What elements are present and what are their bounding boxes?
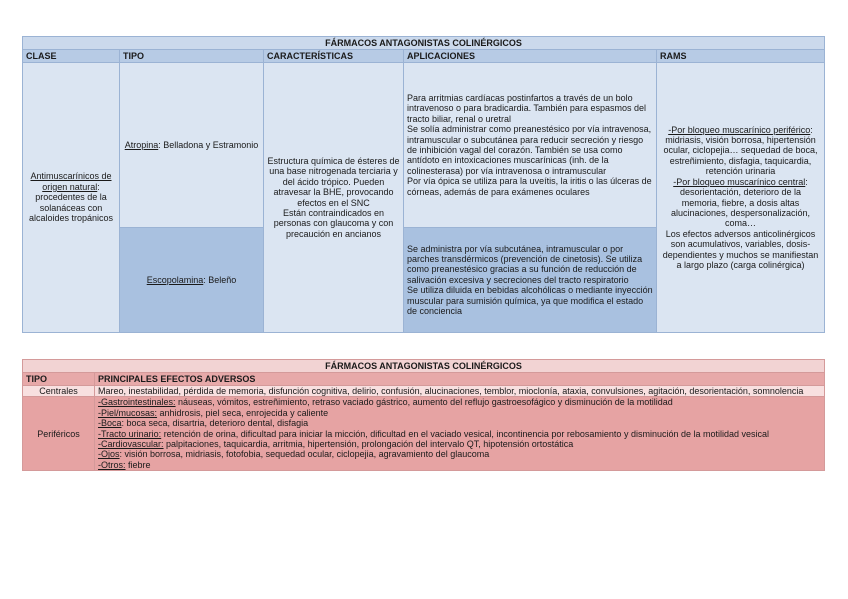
atropina-name: Atropina xyxy=(124,139,159,150)
antagonistas-table xyxy=(22,36,825,333)
escopolamina-name: Escopolamina xyxy=(146,274,204,285)
caracteristicas-cell: Estructura química de ésteres de una base nitrogenada terciaria y del ácido trópico. Pueden atravesar la BHE, provocando efectos en el SNC Están contraindicados en personas con glaucoma y con precaución en ancianos xyxy=(264,63,404,333)
clase-link-text: Antimuscarínicos de origen natural xyxy=(30,171,112,192)
rams-central-text: : desorientación, deterioro de la memoria, fiebre, a dosis altas alucinaciones, despersonalización, coma… xyxy=(670,176,811,229)
header-tipo: TIPO xyxy=(23,373,95,386)
list-item xyxy=(98,429,821,439)
list-item xyxy=(98,408,821,418)
aplicaciones-escopolamina-cell: Se administra por vía subcutánea, intramuscular o por parches transdérmicos (prevención de cinetosis). Se utiliza como preanestésico gracias a su función de reducción de salivación excesiva y secreciones del tracto respiratorio Se utiliza diluida en bebidas alcohólicas o mediante inyección muscular para sumisión química, ya que modifica el estado de conciencia xyxy=(404,228,657,333)
rams-periferico-label: -Por bloqueo muscarínico periférico xyxy=(668,124,811,135)
item-text: retención de orina, dificultad para iniciar la micción, dificultad en el vaciado vesical, incontinencia por rebosamiento y disminución de la motilidad vesical xyxy=(161,428,770,439)
rams-final-text: Los efectos adversos anticolinérgicos son acumulativos, variables, dosis-dependientes y muchos se manifiestan a largo plazo (carga colinérgica) xyxy=(662,228,819,270)
item-label: -Otros: xyxy=(98,459,126,470)
item-text: : boca seca, disartria, deterioro dental, disfagia xyxy=(121,418,309,429)
aplicaciones-atropina-cell: Para arritmias cardíacas postinfartos a través de un bolo intravenoso o para bradicardia. También para espasmos del tracto biliar, renal o uretral Se solía administrar como preanestésico por vía intravenosa, intramuscular o subcutánea para reducir secreción y riesgo de inhibición vagal del corazón. También se usa como antídoto en intoxicaciones muscarínicas (inh. de la colinesterasa) por vía intravenosa o intramuscular Por vía ópica se utiliza para la uveítis, la iritis o las úlceras de córneas, además de para exámenes oculares xyxy=(404,63,657,228)
tipo-atropina-cell xyxy=(120,63,264,228)
table-title: FÁRMACOS ANTAGONISTAS COLINÉRGICOS xyxy=(23,360,825,373)
tipo-centrales: Centrales xyxy=(23,386,95,397)
item-text: anhidrosis, piel seca, enrojecida y caliente xyxy=(157,407,329,418)
item-text: náuseas, vómitos, estreñimiento, retraso vaciado gástrico, aumento del reflujo gastroesofágico y disminución de la motilidad xyxy=(175,397,673,408)
header-rams: RAMS xyxy=(657,50,825,63)
tipo-perifericos: Periféricos xyxy=(23,397,95,471)
list-item xyxy=(98,460,821,470)
item-text: : visión borrosa, midriasis, fotofobia, sequedad ocular, ciclopejia, agravamiento del glaucoma xyxy=(119,449,490,460)
atropina-source: : Belladona y Estramonio xyxy=(158,139,259,150)
table-title: FÁRMACOS ANTAGONISTAS COLINÉRGICOS xyxy=(23,37,825,50)
item-text: palpitaciones, taquicardia, arritmia, hipertensión, prolongación del intervalo QT, hipotensión ortostática xyxy=(163,439,574,450)
header-aplicaciones: APLICACIONES xyxy=(404,50,657,63)
item-label: -Tracto urinario: xyxy=(98,428,162,439)
list-item xyxy=(98,397,821,407)
header-clase: CLASE xyxy=(23,50,120,63)
efectos-adversos-table xyxy=(22,359,825,471)
clase-description: : procedentes de la solanáceas con alcaloides tropánicos xyxy=(28,181,114,224)
efectos-perifericos xyxy=(95,397,825,471)
tipo-escopolamina-cell xyxy=(120,228,264,333)
item-label: -Piel/mucosas: xyxy=(98,407,158,418)
table-row xyxy=(23,397,825,471)
header-efectos: PRINCIPALES EFECTOS ADVERSOS xyxy=(95,373,825,386)
item-label: -Ojos xyxy=(98,449,120,460)
item-text: fiebre xyxy=(125,459,151,470)
efectos-centrales: Mareo, inestabilidad, pérdida de memoria, disfunción cognitiva, delirio, confusión, alucinaciones, temblor, mioclonía, ataxia, convulsiones, agitación, desorientación, somnolencia xyxy=(95,386,825,397)
list-item xyxy=(98,449,821,459)
list-item xyxy=(98,439,821,449)
item-label: -Boca xyxy=(98,418,122,429)
header-caracteristicas: CARACTERÍSTICAS xyxy=(264,50,404,63)
item-label: -Gastrointestinales: xyxy=(98,397,176,408)
clase-cell xyxy=(23,63,120,333)
escopolamina-source: : Beleño xyxy=(203,274,237,285)
rams-central-label: -Por bloqueo muscarínico central xyxy=(673,176,806,187)
item-label: -Cardiovascular: xyxy=(98,439,164,450)
rams-cell xyxy=(657,63,825,333)
table-row xyxy=(23,386,825,397)
header-tipo: TIPO xyxy=(120,50,264,63)
list-item xyxy=(98,418,821,428)
rams-periferico-text: : midriasis, visión borrosa, hipertensión ocular, ciclopejia… sequedad de boca, estreñimiento, disfagia, taquicardia, retención urinaria xyxy=(663,124,818,177)
